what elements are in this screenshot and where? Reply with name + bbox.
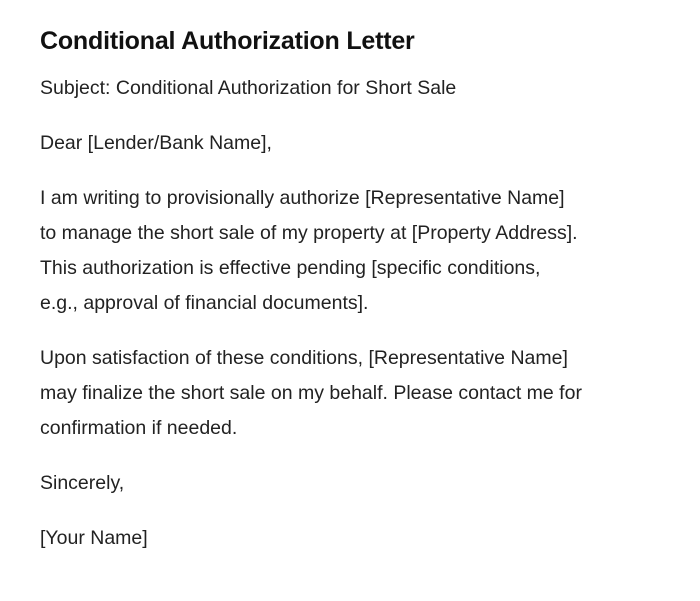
- body-paragraph-conditions: [40, 341, 660, 446]
- paragraph-line: may finalize the short sale on my behalf. Please contact me for: [40, 382, 582, 404]
- signature-name: [Your Name]: [40, 527, 148, 549]
- letter-subject: Subject: Conditional Authorization for Short Sale: [40, 77, 457, 99]
- paragraph-line: I am writing to provisionally authorize [Representative Name]: [40, 187, 565, 209]
- body-paragraph-authorization: [40, 181, 660, 321]
- letter-title: Conditional Authorization Letter: [40, 27, 415, 55]
- paragraph-line: This authorization is effective pending [specific conditions,: [40, 257, 541, 279]
- paragraph-line: to manage the short sale of my property at [Property Address].: [40, 222, 578, 244]
- paragraph-line: e.g., approval of financial documents].: [40, 292, 369, 314]
- letter-salutation: Dear [Lender/Bank Name],: [40, 132, 272, 154]
- paragraph-line: confirmation if needed.: [40, 417, 238, 439]
- letter-closing: Sincerely,: [40, 472, 125, 494]
- paragraph-line: Upon satisfaction of these conditions, [Representative Name]: [40, 347, 568, 369]
